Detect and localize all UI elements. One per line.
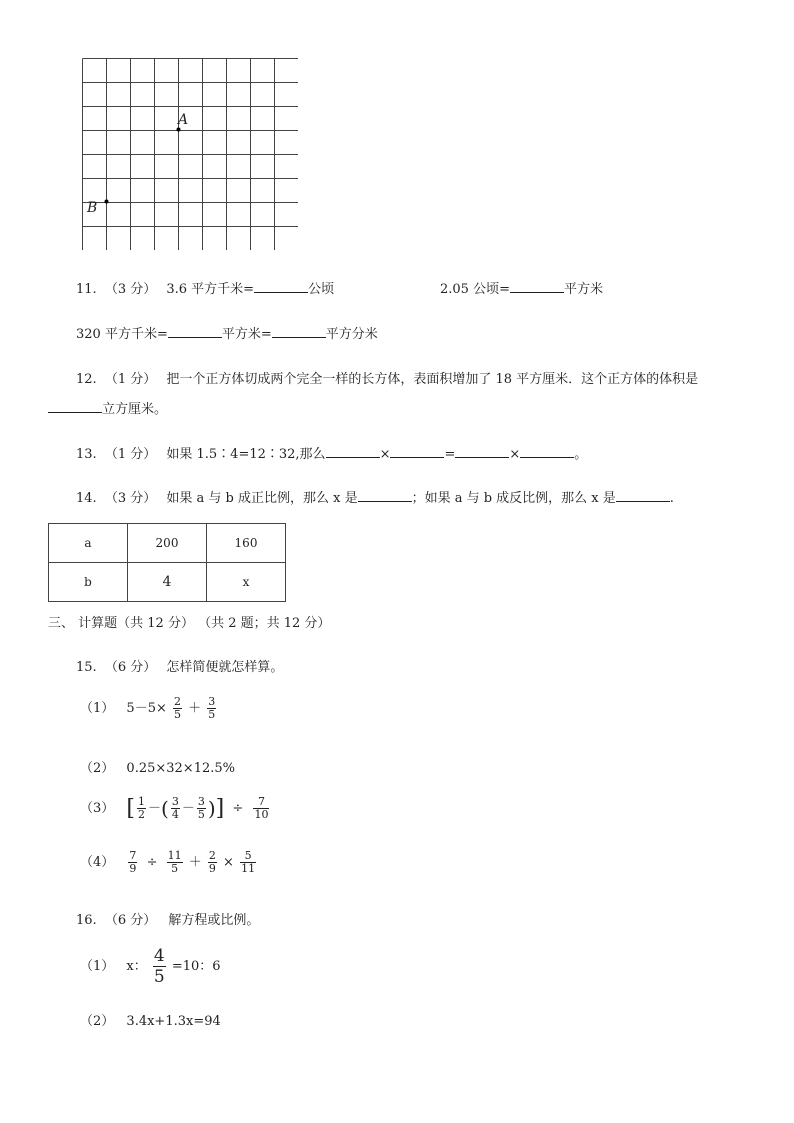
divide-sign: ÷ xyxy=(232,801,244,816)
fraction: $\frac{7}{9}$ xyxy=(129,849,137,875)
q14-text1: 如果 a 与 b 成正比例，那么 x 是 xyxy=(166,491,358,506)
question-text: 解方程或比例。 xyxy=(168,913,260,928)
q11-part1-unit: 公顷 xyxy=(308,282,335,297)
part-label: （3） xyxy=(80,801,115,816)
point-a-marker xyxy=(177,128,181,132)
question-score: （1 分） xyxy=(104,447,157,462)
point-a-label: A xyxy=(178,112,189,128)
q16-part1 xyxy=(80,946,221,987)
q15-part2 xyxy=(80,757,235,776)
table-cell: a xyxy=(49,524,128,563)
plus-sign: ＋ xyxy=(188,701,202,716)
proportion-table xyxy=(48,523,286,602)
fraction: $\frac{4}{5}$ xyxy=(153,946,165,987)
q16-part2 xyxy=(80,1010,221,1029)
q13-end: 。 xyxy=(574,447,588,462)
question-number: 14. xyxy=(76,491,97,506)
part-label: （2） xyxy=(80,761,115,776)
answer-blank[interactable] xyxy=(510,281,564,293)
expression: 5－5× xyxy=(126,701,167,716)
answer-blank[interactable] xyxy=(254,281,308,293)
answer-blank[interactable] xyxy=(390,446,444,458)
q11-line2-mid: 平方米= xyxy=(221,327,272,342)
expression: 3.4x+1.3x=94 xyxy=(126,1014,221,1029)
divide-sign: ÷ xyxy=(146,855,158,870)
question-text: 把一个正方体切成两个完全一样的长方体，表面积增加了 18 平方厘米．这个正方体的体积是 xyxy=(166,372,699,387)
minus-sign: － xyxy=(181,801,195,816)
question-11-line2 xyxy=(76,323,378,342)
answer-blank[interactable] xyxy=(520,446,574,458)
table-cell: 160 xyxy=(207,524,286,563)
question-text: 怎样简便就怎样算。 xyxy=(166,660,284,675)
question-score: （1 分） xyxy=(104,372,157,387)
question-score: （3 分） xyxy=(104,282,157,297)
question-number: 13. xyxy=(76,447,97,462)
minus-sign: － xyxy=(148,801,162,816)
table-cell: 4 xyxy=(128,563,207,602)
q11-part1-prefix: 3.6 平方千米= xyxy=(166,282,255,297)
fraction: $\frac{2}{5}$ xyxy=(174,695,181,721)
question-score: （6 分） xyxy=(104,660,157,675)
times-sign: × xyxy=(223,855,234,870)
q12-tail: 立方厘米。 xyxy=(102,402,168,417)
part-label: （1） xyxy=(80,701,115,716)
table-cell: x xyxy=(207,563,286,602)
q15-part1 xyxy=(80,696,218,721)
answer-blank[interactable] xyxy=(168,326,222,338)
part-label: （4） xyxy=(80,855,115,870)
answer-blank[interactable] xyxy=(48,401,102,413)
table-cell: 200 xyxy=(128,524,207,563)
question-14 xyxy=(76,487,674,506)
question-number: 11. xyxy=(76,282,97,297)
equals-sign: = xyxy=(444,447,456,462)
q11-line2-unit: 平方分米 xyxy=(325,327,378,342)
answer-blank[interactable] xyxy=(455,446,509,458)
fraction: $\frac{3}{5}$ xyxy=(208,695,216,721)
q11-part2-prefix: 2.05 公顷= xyxy=(440,282,510,297)
part-label: （1） xyxy=(80,959,115,974)
q14-text2: ；如果 a 与 b 成反比例，那么 x 是 xyxy=(411,491,616,506)
fraction: $\frac{11}{5}$ xyxy=(167,849,182,875)
part-label: （2） xyxy=(80,1014,115,1029)
question-number: 12. xyxy=(76,372,97,387)
coordinate-grid xyxy=(82,58,298,250)
section-heading: 三、 计算题（共 12 分） （共 2 题；共 12 分） xyxy=(48,616,331,631)
point-b-label: B xyxy=(87,200,98,216)
question-11-part2 xyxy=(440,278,603,297)
times-sign: × xyxy=(509,447,521,462)
table-row xyxy=(49,524,286,563)
fraction: $\frac{1}{2}$ xyxy=(138,795,146,821)
q14-end: . xyxy=(669,491,674,506)
question-score: （3 分） xyxy=(104,491,157,506)
question-12-line2 xyxy=(48,398,167,417)
question-number: 15. xyxy=(76,660,97,675)
table-cell: b xyxy=(49,563,128,602)
expression: x： xyxy=(126,959,147,974)
answer-blank[interactable] xyxy=(272,326,326,338)
question-text: 如果 1.5∶4=12∶32,那么 xyxy=(166,447,326,462)
question-16 xyxy=(76,909,259,928)
answer-blank[interactable] xyxy=(326,446,380,458)
question-13 xyxy=(76,443,587,462)
table-row xyxy=(49,563,286,602)
expression: =10：6 xyxy=(171,959,221,974)
answer-blank[interactable] xyxy=(616,490,670,502)
fraction: $\frac{7}{10}$ xyxy=(254,795,269,821)
fraction: $\frac{2}{9}$ xyxy=(208,849,216,875)
point-b-marker xyxy=(105,200,109,204)
expression: 0.25×32×12.5% xyxy=(126,761,235,776)
q15-part3: （3） [ $\frac{1}{2}$ －( $\frac{3}{4}$ － $\frac{3}{5}$ )] ÷ $\frac{7}{10}$ xyxy=(80,795,269,821)
fraction: $\frac{3}{5}$ xyxy=(197,795,205,821)
fraction: $\frac{3}{4}$ xyxy=(171,795,179,821)
q11-line2-prefix: 320 平方千米= xyxy=(76,327,168,342)
question-15 xyxy=(76,656,283,675)
q11-part2-unit: 平方米 xyxy=(563,282,603,297)
answer-blank[interactable] xyxy=(358,490,412,502)
question-number: 16. xyxy=(76,913,97,928)
question-12 xyxy=(76,368,698,387)
q15-part4 xyxy=(80,850,258,875)
question-score: （6 分） xyxy=(104,913,157,928)
question-11 xyxy=(76,278,334,297)
times-sign: × xyxy=(379,447,391,462)
fraction: $\frac{5}{11}$ xyxy=(241,849,256,875)
plus-sign: ＋ xyxy=(188,855,202,870)
